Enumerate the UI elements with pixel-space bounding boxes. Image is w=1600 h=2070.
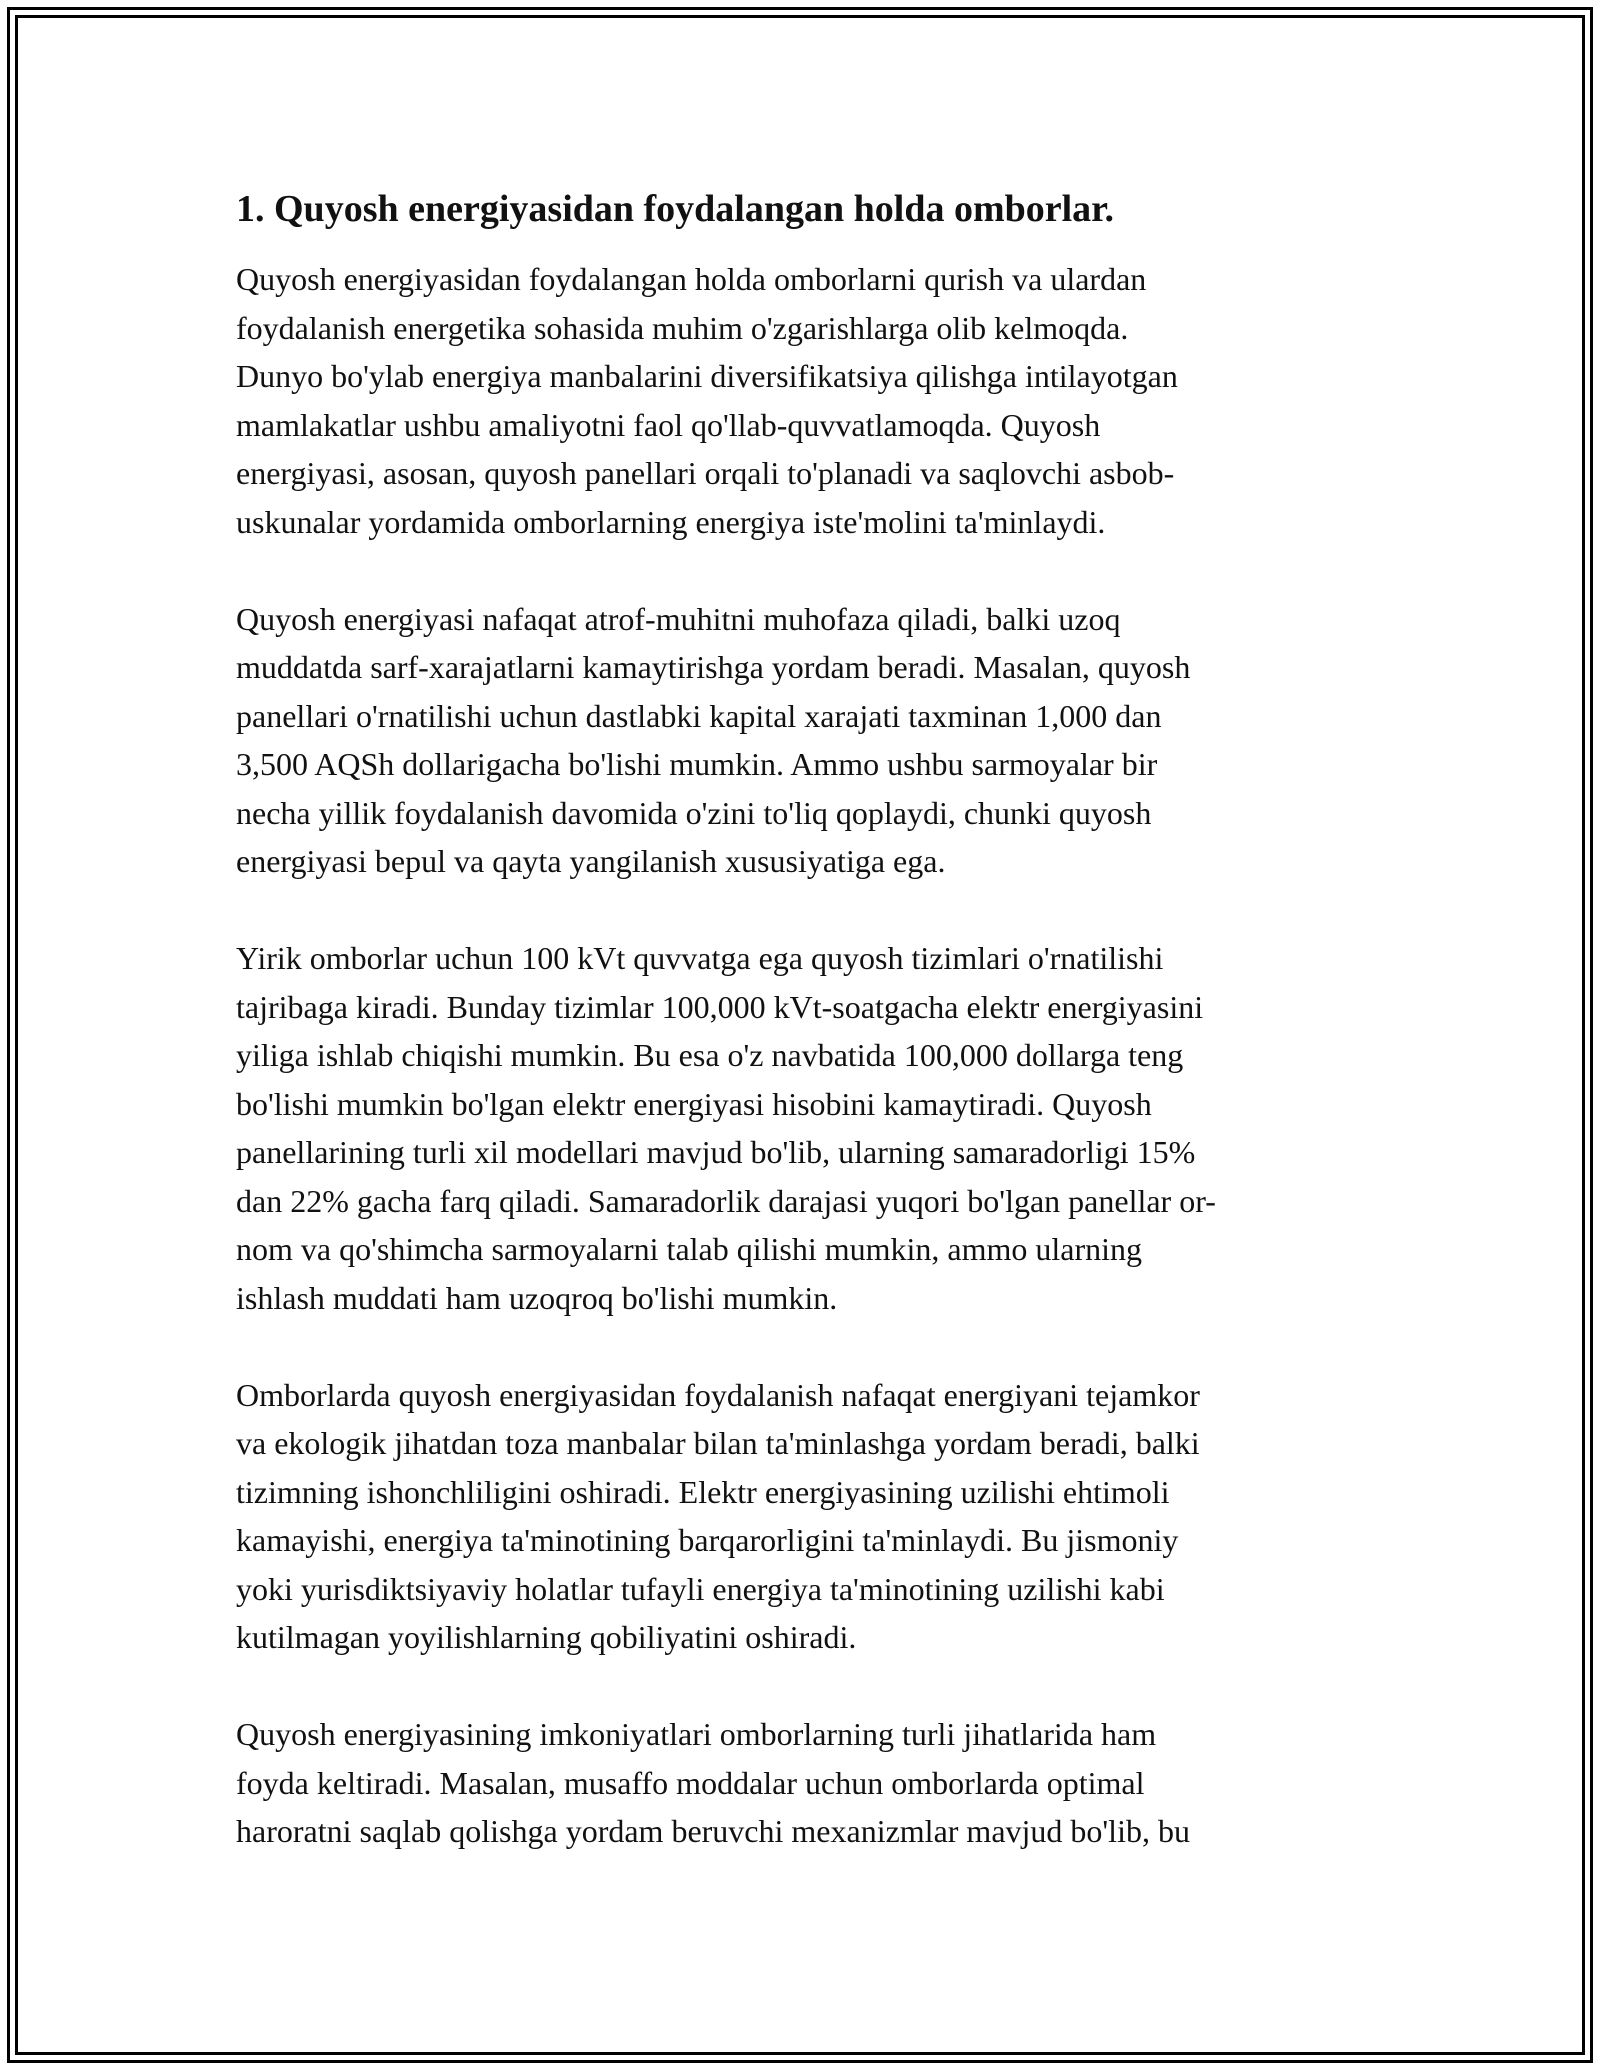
text-line: uskunalar yordamida omborlarning energiya iste'molini ta'minlaydi. xyxy=(236,503,1106,540)
text-line: energiyasi, asosan, quyosh panellari orqali to'planadi va saqlovchi asbob- xyxy=(236,455,1175,491)
text-line: tajribaga kiradi. Bunday tizimlar 100,000 kVt-soatgacha elektr energiyasini xyxy=(236,988,1204,1025)
text-line: necha yillik foydalanish davomida o'zini to'liq qoplaydi, chunki quyosh xyxy=(236,794,1152,831)
text-line: Omborlarda quyosh energiyasidan foydalanish nafaqat energiyani tejamkor xyxy=(236,1376,1200,1413)
section-heading: 1. Quyosh energiyasidan foydalangan holda omborlar. xyxy=(236,188,1115,230)
text-line: Quyosh energiyasining imkoniyatlari omborlarning turli jihatlarida ham xyxy=(236,1716,1157,1752)
text-line: mamlakatlar ushbu amaliyotni faol qo'llab-quvvatlamoqda. Quyosh xyxy=(236,406,1101,443)
text-line: ishlash muddati ham uzoqroq bo'lishi mumkin. xyxy=(236,1279,838,1316)
text-line: Quyosh energiyasi nafaqat atrof-muhitni muhofaza qiladi, balki uzoq xyxy=(236,600,1121,637)
paragraph-2 xyxy=(236,595,1366,886)
text-line: yiliga ishlab chiqishi mumkin. Bu esa o'z navbatida 100,000 dollarga teng xyxy=(236,1037,1184,1073)
text-line: yoki yurisdiktsiyaviy holatlar tufayli energiya ta'minotining uzilishi kabi xyxy=(236,1570,1165,1607)
text-line: Dunyo bo'ylab energiya manbalarini diversifikatsiya qilishga intilayotgan xyxy=(236,358,1178,394)
paragraph-3 xyxy=(236,934,1366,1322)
text-line: foyda keltiradi. Masalan, musaffo moddalar uchun omborlarda optimal xyxy=(236,1764,1145,1801)
text-line: nom va qo'shimcha sarmoyalarni talab qilishi mumkin, ammo ularning xyxy=(236,1231,1143,1267)
text-line: kutilmagan yoyilishlarning qobiliyatini oshiradi. xyxy=(236,1619,857,1655)
text-line: haroratni saqlab qolishga yordam beruvchi mexanizmlar mavjud bo'lib, bu xyxy=(236,1813,1190,1849)
text-line: bo'lishi mumkin bo'lgan elektr energiyasi hisobini kamaytiradi. Quyosh xyxy=(236,1085,1152,1122)
paragraph-5 xyxy=(236,1710,1366,1856)
document-body xyxy=(236,185,1366,1904)
text-line: tizimning ishonchliligini oshiradi. Elektr energiyasining uzilishi ehtimoli xyxy=(236,1473,1170,1510)
text-line: energiyasi bepul va qayta yangilanish xususiyatiga ega. xyxy=(236,843,946,879)
text-line: va ekologik jihatdan toza manbalar bilan ta'minlashga yordam beradi, balki xyxy=(236,1425,1200,1461)
text-line: 3,500 AQSh dollarigacha bo'lishi mumkin. Ammo ushbu sarmoyalar bir xyxy=(236,746,1158,782)
text-line: dan 22% gacha farq qiladi. Samaradorlik darajasi yuqori bo'lgan panellar or- xyxy=(236,1182,1216,1219)
text-line: panellarining turli xil modellari mavjud bo'lib, ularning samaradorligi 15% xyxy=(236,1134,1196,1170)
text-line: foydalanish energetika sohasida muhim o'zgarishlarga olib kelmoqda. xyxy=(236,309,1129,346)
text-line: Yirik omborlar uchun 100 kVt quvvatga ega quyosh tizimlari o'rnatilishi xyxy=(236,940,1164,976)
paragraph-1 xyxy=(236,255,1366,546)
text-line: kamayishi, energiya ta'minotining barqarorligini ta'minlaydi. Bu jismoniy xyxy=(236,1522,1179,1558)
paragraph-4 xyxy=(236,1371,1366,1662)
text-line: panellari o'rnatilishi uchun dastlabki kapital xarajati taxminan 1,000 dan xyxy=(236,697,1162,734)
text-line: Quyosh energiyasidan foydalangan holda omborlarni qurish va ulardan xyxy=(236,261,1147,297)
text-line: muddatda sarf-xarajatlarni kamaytirishga yordam beradi. Masalan, quyosh xyxy=(236,649,1191,685)
